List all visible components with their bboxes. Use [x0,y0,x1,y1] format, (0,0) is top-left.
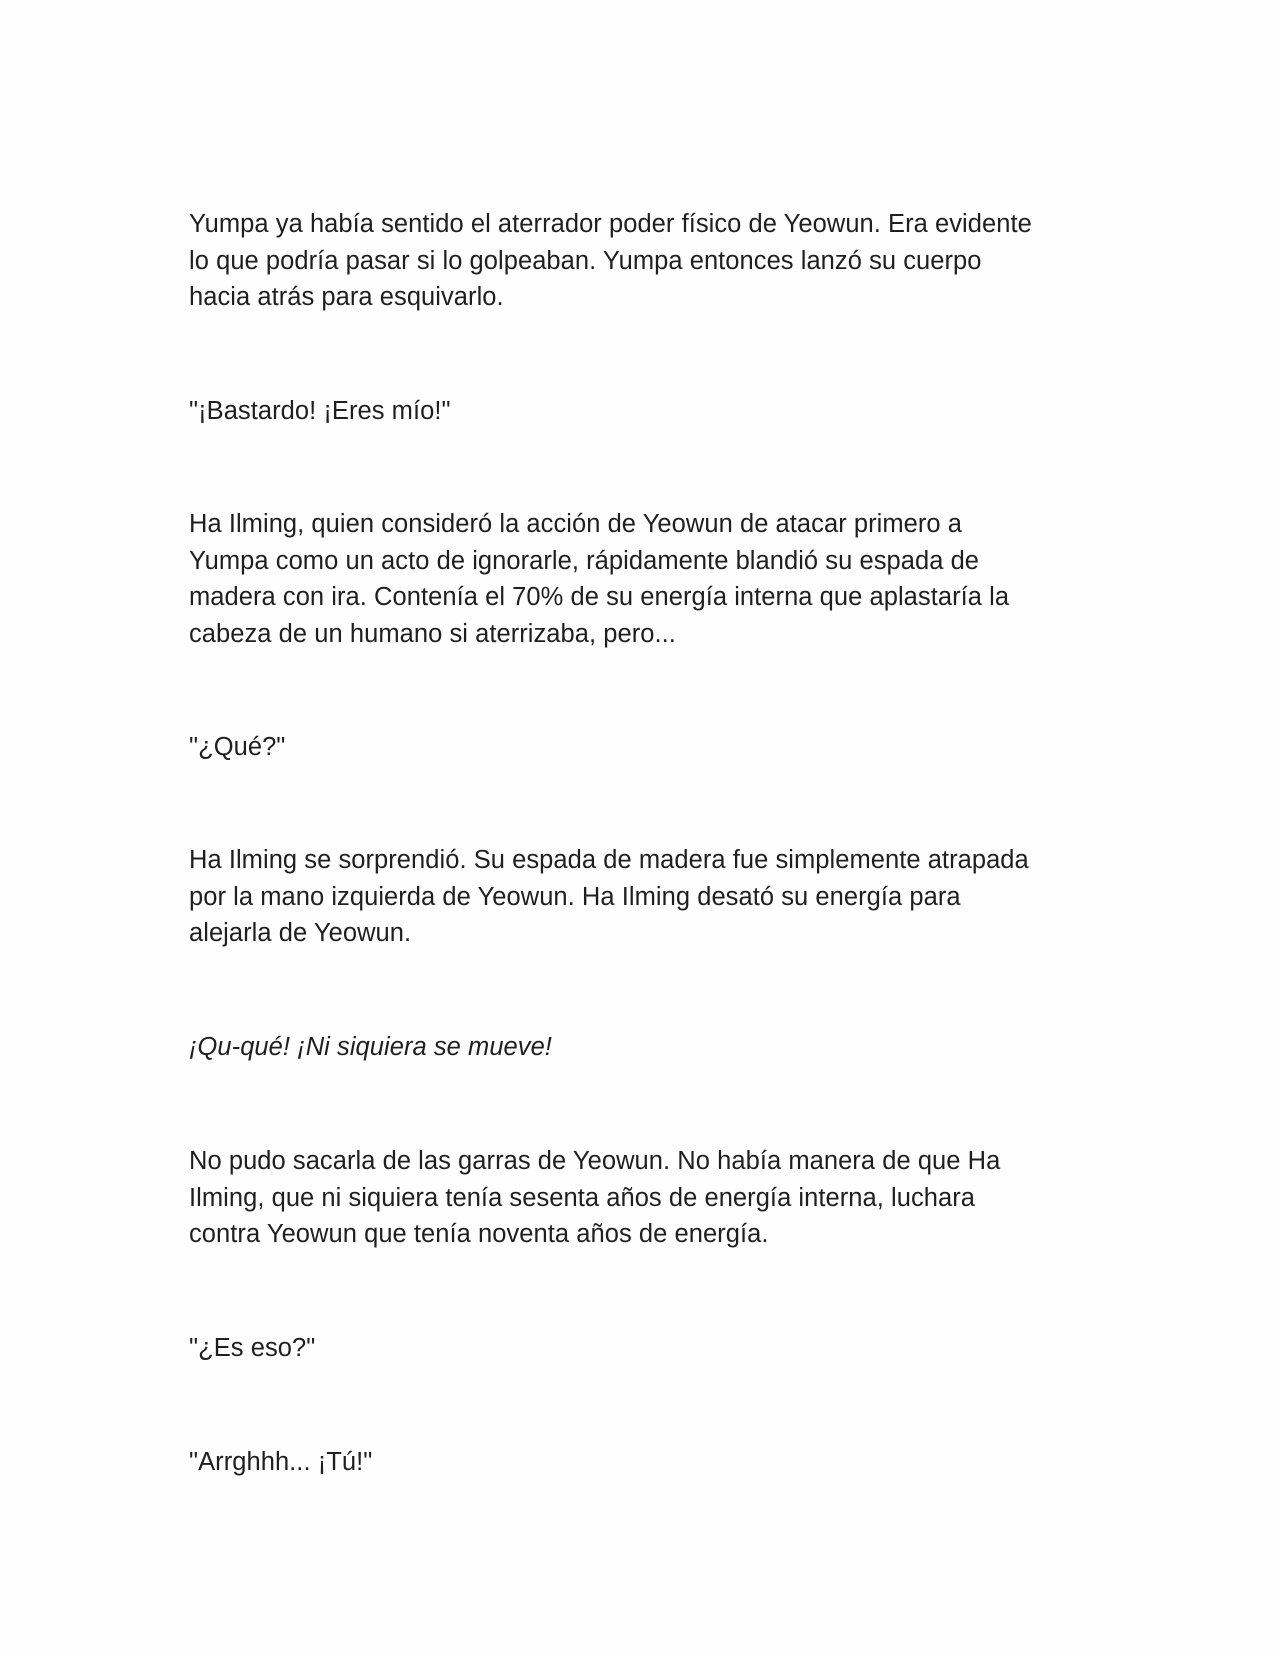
text-line: "¿Qué?" [189,733,286,761]
text-line: hacia atrás para esquivarlo. [189,283,504,311]
paragraph-yumpa-dodge [189,206,1109,316]
text-line: "Arrghhh... ¡Tú!" [189,1448,373,1476]
text-line: ¡Qu-qué! ¡Ni siquiera se mueve! [189,1033,552,1061]
text-line: madera con ira. Contenía el 70% de su energía interna que aplastaría la [189,583,1010,611]
paragraph-ha-ilming-attack [189,506,1109,652]
paragraph-sword-caught [189,842,1109,952]
text-line: por la mano izquierda de Yeowun. Ha Ilming desató su energía para [189,882,961,911]
dialogue-es-eso [189,1330,1109,1367]
text-line: Ha Ilming se sorprendió. Su espada de madera fue simplemente atrapada [189,846,1029,874]
text-line: Ha Ilming, quien consideró la acción de Yeowun de atacar primero a [189,510,963,538]
text-line: alejarla de Yeowun. [189,919,412,947]
text-line: Ilming, que ni siquiera tenía sesenta años de energía interna, luchara [189,1183,976,1212]
text-line: Yumpa como un acto de ignorarle, rápidamente blandió su espada de [189,546,980,575]
text-line: contra Yeowun que tenía noventa años de energía. [189,1220,769,1248]
text-line: "¿Es eso?" [189,1334,316,1362]
dialogue-bastardo [189,393,1109,430]
text-line: cabeza de un humano si aterrizaba, pero... [189,619,676,648]
text-line: lo que podría pasar si lo golpeaban. Yumpa entonces lanzó su cuerpo [189,246,982,275]
text-line: No pudo sacarla de las garras de Yeowun. No había manera de que Ha [189,1147,1001,1175]
thought-ni-siquiera [189,1029,1109,1066]
paragraph-energy-gap [189,1143,1109,1253]
dialogue-arrghhh [189,1444,1109,1481]
text-line: "¡Bastardo! ¡Eres mío!" [189,397,451,425]
dialogue-que [189,729,1109,766]
text-line: Yumpa ya había sentido el aterrador poder físico de Yeowun. Era evidente [189,210,1032,238]
